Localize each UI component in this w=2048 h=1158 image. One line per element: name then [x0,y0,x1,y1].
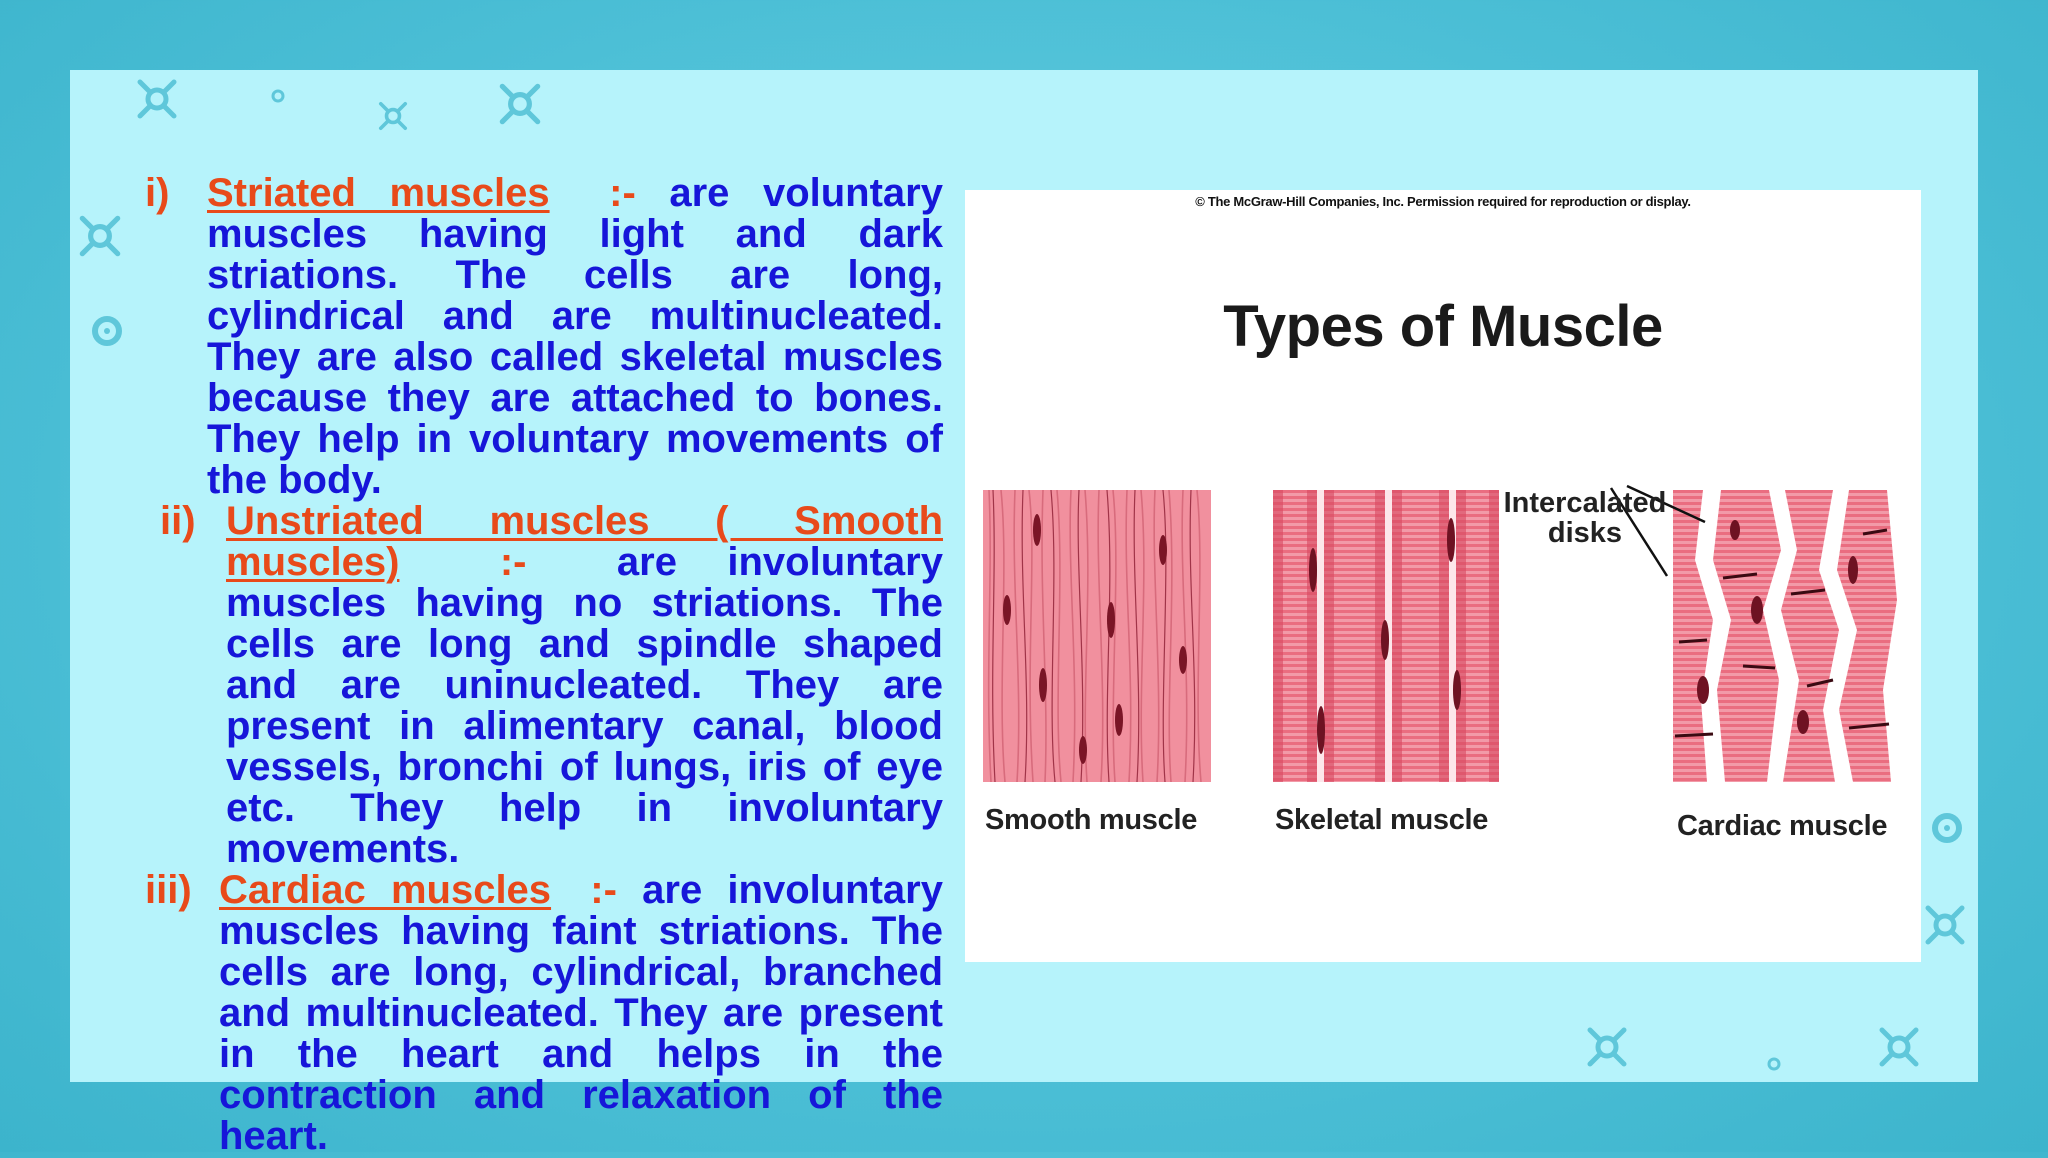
term-separator: :- [590,868,617,912]
sparkle-icon [1920,900,1970,950]
cardiac-muscle-caption: Cardiac muscle [1677,810,1888,842]
skeletal-muscle-caption: Skeletal muscle [1275,804,1489,836]
item-number: ii) [160,499,196,543]
term-label: Cardiac muscles [219,868,552,912]
item-number: iii) [145,868,192,912]
copyright-notice: © The McGraw-Hill Companies, Inc. Permission required for reproduction or display. [1195,194,1691,209]
skeletal-muscle-illustration [1273,490,1499,782]
list-item-cardiac [145,870,945,1157]
item-text: muscles having light and dark striations. The cells are long, cylindrical and are multinucleated. They are also called skeletal muscles because they are attached to bones. They help in voluntary movements of the body. [207,212,943,502]
item-text-first: are involuntary [642,868,943,912]
list-item-striated [145,173,945,501]
item-text-first: are involuntary [616,540,943,584]
item-text-first: are voluntary [669,171,943,215]
term-separator: :- [499,540,527,584]
smooth-muscle-caption: Smooth muscle [985,804,1198,836]
intercalated-disks-label: Intercalated disks [1503,487,1667,549]
smooth-muscle-illustration [983,490,1211,782]
term-label: Unstriated muscles ( Smooth muscles) [226,499,943,584]
muscle-types-list [145,173,945,1157]
dot-ring-icon [1766,1056,1782,1072]
item-body [220,501,945,870]
sparkle-icon [1874,1022,1924,1072]
sparkle-icon [1582,1022,1632,1072]
figure-title: Types of Muscle [1223,294,1663,359]
item-text: muscles having faint striations. The cells are long, cylindrical, branched and multinucleated. They are present in the heart and helps in the contraction and relaxation of the heart. [219,909,943,1158]
term-separator: :- [609,171,636,215]
muscle-types-figure [965,190,1921,962]
sparkle-icon [74,210,126,262]
dot-ring-icon [270,88,286,104]
dot-ring-icon [1930,811,1964,845]
item-body [207,173,945,501]
sparkle-icon [494,78,546,130]
item-number: i) [145,171,170,215]
item-body [219,870,945,1157]
sparkle-icon [132,74,182,124]
list-item-unstriated [145,501,945,870]
dot-ring-icon [90,314,124,348]
sparkle-icon [375,98,411,134]
term-label: Striated muscles [207,171,550,215]
item-text: muscles having no striations. The cells are long and spindle shaped and are uninucleated. They are present in alimentary canal, blood vessels, bronchi of lungs, iris of eye etc. They help in involuntary movements. [226,581,943,871]
